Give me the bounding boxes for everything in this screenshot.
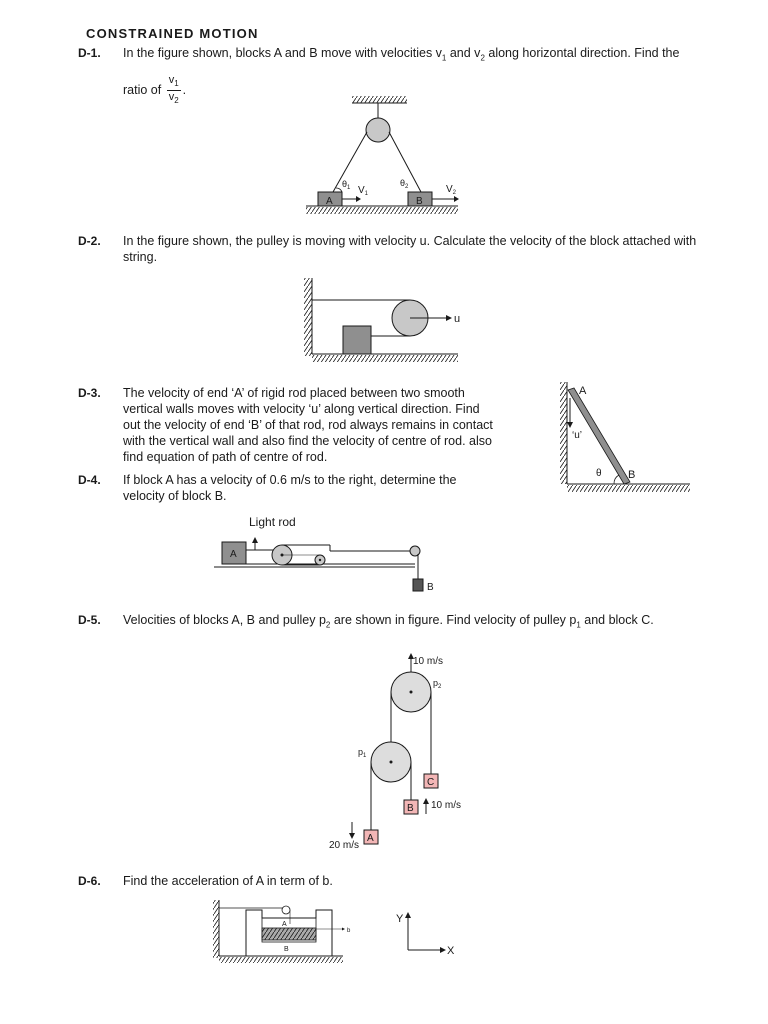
arrow-a	[252, 537, 258, 543]
question-text: Find the acceleration of A in term of b.	[123, 874, 333, 888]
block-b	[413, 579, 423, 591]
block-b-label: B	[407, 803, 414, 814]
arrow-b	[423, 798, 429, 804]
arrow-v1	[356, 196, 361, 202]
question-number: D-1.	[78, 46, 101, 60]
block-c-label: C	[427, 777, 435, 788]
question-text: The velocity of end ‘A’ of rigid rod placed between two smooth vertical walls moves with velocity ‘u’ along vertical direction. Find out the velocity of end ‘B’ of that rod, rod always remains in contact with the vertical wall and also find the velocity of centre of rod. also find equation of path of centre of rod.	[123, 386, 493, 464]
p1-label: $p_1$	[358, 747, 367, 759]
end-a-label: A	[579, 385, 587, 397]
v2-label: $V_2$	[446, 184, 457, 196]
u-label: ‘u’	[572, 430, 583, 441]
b-label: b	[347, 928, 351, 934]
x-axis-label: X	[447, 945, 455, 957]
wall-hatch	[213, 900, 219, 958]
arrow-u	[567, 422, 573, 428]
block-b-label: B	[427, 582, 434, 593]
ceiling-hatch	[352, 96, 407, 103]
page-title: CONSTRAINED MOTION	[86, 26, 259, 41]
question-text: If block A has a velocity of 0.6 m/s to the right, determine the velocity of block B.	[123, 473, 457, 503]
arrow-a	[349, 833, 355, 839]
theta2-label: $\theta_2$	[400, 178, 409, 190]
question-text: Velocities of blocks A, B and pulley $p_2$ are shown in figure. Find velocity of pulley $p_1$ and block C.	[123, 613, 654, 630]
a-velocity-label: 20 m/s	[329, 840, 360, 851]
p2-velocity-label: 10 m/s	[413, 656, 444, 667]
y-axis-label: Y	[396, 913, 404, 925]
block-b-label: B	[416, 196, 423, 207]
string-left	[333, 132, 367, 192]
block-a	[262, 928, 316, 940]
wall-hatch	[304, 278, 312, 356]
figure-d6	[210, 896, 460, 966]
floor-hatch	[219, 957, 343, 963]
pulley	[282, 906, 290, 914]
block-a-label: A	[230, 549, 237, 560]
figure-d1	[300, 92, 470, 222]
ratio-fraction: $\frac{v_1}{v_2}$	[168, 74, 179, 106]
block	[343, 326, 371, 354]
p2-label-main: $p_2$	[433, 678, 442, 690]
figure-d3	[556, 378, 696, 494]
floor-hatch	[312, 355, 458, 362]
question-text: In the figure shown, blocks A and B move with velocities $v_1$ and $v_2$ along horizontal direction. Find the	[123, 46, 680, 63]
block-a-label: A	[367, 833, 374, 844]
theta1-label: $\theta_1$	[342, 179, 351, 191]
y-axis-arrow	[405, 912, 411, 918]
block-b-label: B	[284, 946, 289, 953]
arrow-u	[446, 315, 452, 321]
figure-d4	[210, 534, 440, 594]
question-number: D-4.	[78, 473, 101, 487]
figure-d5	[325, 650, 475, 855]
u-label: u	[454, 313, 461, 325]
question-number: D-3.	[78, 386, 101, 400]
block-a-label: A	[326, 196, 333, 207]
end-b-label: B	[628, 469, 636, 481]
x-axis-arrow	[440, 947, 446, 953]
theta-label: θ	[596, 468, 602, 479]
wall-hatch	[560, 382, 567, 484]
question-text: In the figure shown, the pulley is moving with velocity u. Calculate the velocity of the block attached with string.	[123, 234, 697, 264]
arrow-v2	[454, 196, 459, 202]
question-number: D-2.	[78, 234, 101, 248]
block-a-label: A	[282, 921, 287, 928]
light-rod-label: Light rod	[249, 515, 296, 529]
floor-hatch	[306, 207, 458, 214]
figure-d2	[300, 274, 470, 366]
v1-label: $V_1$	[358, 185, 369, 197]
b-velocity-label: 10 m/s	[431, 800, 462, 811]
ratio-line: ratio of $\frac{v_1}{v_2}$ .	[123, 74, 187, 106]
question-number: D-6.	[78, 874, 101, 888]
pulley	[366, 118, 390, 142]
floor-hatch	[567, 485, 690, 492]
question-number: D-5.	[78, 613, 101, 627]
